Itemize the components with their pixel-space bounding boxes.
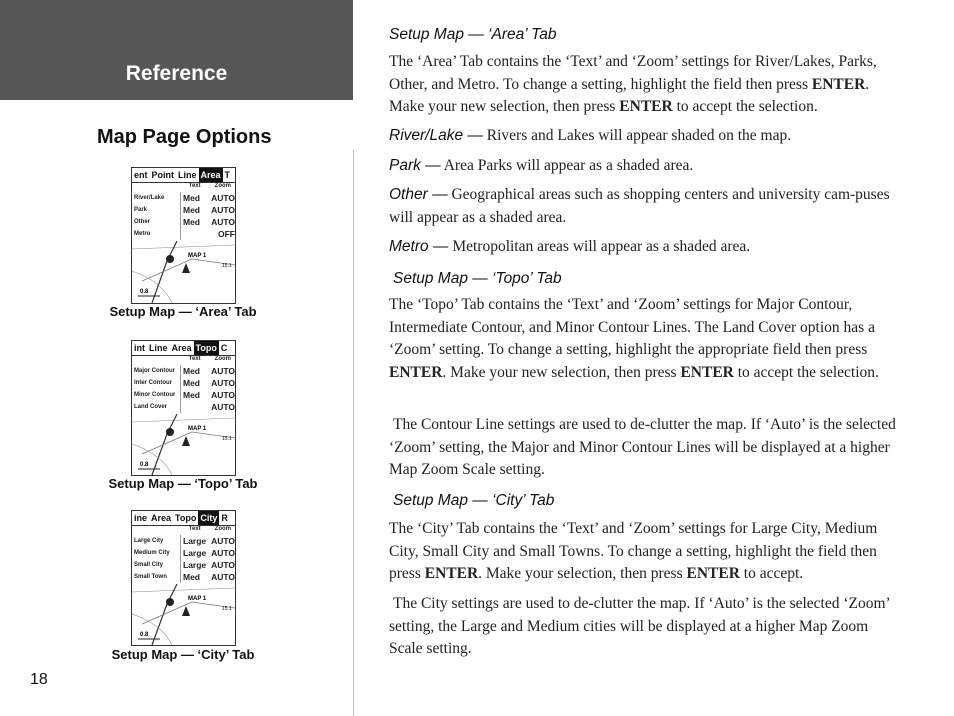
gps-tabs <box>132 341 235 356</box>
setting-row <box>132 389 235 401</box>
setting-row <box>132 204 235 216</box>
def-river-lake <box>389 125 899 148</box>
section-title: Map Page Options <box>97 126 272 148</box>
distance-label: 0.8 <box>140 632 149 638</box>
heading-area <box>389 24 899 47</box>
paragraph-city <box>389 518 899 586</box>
enter-key: ENTER <box>619 98 673 115</box>
setting-row <box>132 401 235 413</box>
gps-tab-selected: Topo <box>195 343 217 353</box>
term: Metro — <box>389 238 449 255</box>
column-divider <box>353 150 354 716</box>
waypoint-icon <box>166 428 174 436</box>
text-value: Med <box>183 193 200 203</box>
paragraph-city-2: The City settings are used to de-clutter the map. If ‘Auto’ is the selected ‘Zoom’ setting, the Large and Medium cities will be displayed at a higher Map Zoom Scale setting. <box>389 595 890 657</box>
text-value: Large <box>183 548 207 558</box>
definition: Metropolitan areas will appear as a shaded area. <box>448 238 751 255</box>
gps-tab-selected: Area <box>200 170 221 180</box>
zoom-value: AUTO <box>211 390 235 400</box>
screenshot-caption: Setup Map — ‘City’ Tab <box>111 647 255 662</box>
enter-key: ENTER <box>811 75 866 93</box>
term: Park — <box>389 157 441 174</box>
zoom-value: AUTO <box>211 217 235 227</box>
map-preview <box>132 241 235 303</box>
setting-label: Park <box>132 204 181 216</box>
setting-label: Small Town <box>132 571 181 583</box>
heading-city <box>393 490 903 513</box>
gps-tab: T <box>224 170 231 180</box>
setting-label: Large City <box>132 535 181 547</box>
text: . Make your new selection, then press <box>389 75 870 115</box>
paragraph-topo <box>389 294 899 384</box>
col-text: Text <box>188 183 201 189</box>
definition: Rivers and Lakes will appear shaded on the map. <box>482 127 792 144</box>
heading-city-text: Setup Map — ‘City’ Tab <box>393 492 555 509</box>
zoom-value: AUTO <box>211 366 235 376</box>
gps-tab: Area <box>171 343 192 353</box>
zoom-value: AUTO <box>211 378 235 388</box>
enter-key: ENTER <box>680 363 734 381</box>
waypoint-icon <box>166 255 174 263</box>
setting-row <box>132 535 235 547</box>
zoom-value: AUTO <box>211 205 235 215</box>
text: The ‘Topo’ Tab contains the ‘Text’ and ‘Zoom’ settings for Major Contour, Intermediate Contour, and Minor Contour Lines. The Land Cover option has a ‘Zoom’ setting. To change a setting, highlight the appropriate field then press <box>389 296 875 358</box>
text: . Make your selection, then press <box>478 565 687 582</box>
def-other <box>389 184 899 229</box>
gps-tab: Line <box>178 170 197 180</box>
scale-label: 15.1 <box>222 436 232 442</box>
gps-tab: ine <box>134 513 148 523</box>
zoom-value: AUTO <box>211 572 235 582</box>
gps-tab-selected: City <box>200 513 218 523</box>
gps-tabs <box>132 168 235 183</box>
scale-label: 15.1 <box>222 606 232 612</box>
map-preview <box>132 584 235 645</box>
enter-key: ENTER <box>424 565 479 582</box>
gps-screen-area <box>131 167 236 304</box>
setting-row <box>132 559 235 571</box>
gps-screen-topo <box>131 340 236 476</box>
setting-label: Major Contour <box>132 365 181 377</box>
setting-row <box>132 547 235 559</box>
text: The ‘Area’ Tab contains the ‘Text’ and ‘Zoom’ settings for River/Lakes, Parks, Other, and Metro. To change a setting, highlight the field then press <box>389 53 877 93</box>
setting-label: Land Cover <box>132 401 181 413</box>
scale-label: 15.1 <box>222 263 232 269</box>
text-value: Large <box>183 536 207 546</box>
position-arrow-icon <box>182 606 190 616</box>
setting-label: Inter Contour <box>132 377 181 389</box>
text: to accept. <box>739 565 804 582</box>
enter-key: ENTER <box>389 363 443 381</box>
text: The ‘City’ Tab contains the ‘Text’ and ‘Zoom’ settings for Large City, Medium City, Small City and Small Towns. To change a setting, highlight the field then press <box>389 520 878 582</box>
text-value: Med <box>183 378 200 388</box>
paragraph-topo-2: The Contour Line settings are used to de-clutter the map. If ‘Auto’ is the selected ‘Zoom’ setting, the Major and Minor Contour Lines will be displayed at a higher Map Zoom Scale setting. <box>389 416 896 478</box>
paragraph-area <box>389 51 899 119</box>
def-metro <box>389 236 899 259</box>
text: to accept the selection. <box>733 363 879 381</box>
setting-row <box>132 228 235 240</box>
map-label: MAP 1 <box>188 253 207 259</box>
col-text: Text <box>188 526 201 532</box>
text-value: Med <box>183 205 200 215</box>
text-value: Med <box>183 390 200 400</box>
col-zoom: Zoom <box>214 526 231 532</box>
position-arrow-icon <box>182 263 190 273</box>
text-value: Med <box>183 572 200 582</box>
setting-label: Minor Contour <box>132 389 181 401</box>
setting-row <box>132 192 235 204</box>
text: . Make your new selection, then press <box>442 363 681 381</box>
enter-key: ENTER <box>686 565 740 582</box>
setting-label: Other <box>132 216 181 228</box>
definition: Geographical areas such as shopping centers and university cam-puses will appear as a shaded area. <box>389 186 890 226</box>
distance-label: 0.8 <box>140 289 149 295</box>
heading-area-text: Setup Map — ‘Area’ Tab <box>389 26 557 43</box>
zoom-value: AUTO <box>211 560 235 570</box>
gps-tab: C <box>220 343 228 353</box>
col-text: Text <box>188 356 201 362</box>
gps-tab: ent <box>134 170 148 180</box>
zoom-value: AUTO <box>211 536 235 546</box>
gps-tab: Line <box>149 343 168 353</box>
setting-row <box>132 365 235 377</box>
zoom-value: AUTO <box>211 193 235 203</box>
setting-label: Small City <box>132 559 181 571</box>
term: River/Lake — <box>389 127 483 144</box>
term: Other — <box>389 186 448 203</box>
screenshot-caption: Setup Map — ‘Area’ Tab <box>109 304 257 319</box>
gps-tabs <box>132 511 235 526</box>
setting-label: Medium City <box>132 547 181 559</box>
zoom-value: AUTO <box>211 548 235 558</box>
definition: Area Parks will appear as a shaded area. <box>440 157 694 174</box>
setting-label: Metro <box>132 228 181 240</box>
position-arrow-icon <box>182 436 190 446</box>
text-value: Med <box>183 366 200 376</box>
map-preview <box>132 414 235 475</box>
setting-row <box>132 377 235 389</box>
zoom-value: AUTO <box>211 402 235 412</box>
page-number: 18 <box>30 671 48 688</box>
col-zoom: Zoom <box>214 183 231 189</box>
gps-tab: int <box>134 343 145 353</box>
map-label: MAP 1 <box>188 596 207 602</box>
gps-screen-city <box>131 510 236 646</box>
heading-topo <box>393 268 903 291</box>
screenshot-caption: Setup Map — ‘Topo’ Tab <box>108 476 258 491</box>
text: to accept the selection. <box>672 98 818 115</box>
setting-row <box>132 216 235 228</box>
gps-tab: Area <box>151 513 172 523</box>
gps-tab: Topo <box>175 513 197 523</box>
gps-tab: Point <box>151 170 174 180</box>
col-zoom: Zoom <box>214 356 231 362</box>
distance-label: 0.8 <box>140 462 149 468</box>
zoom-value: OFF <box>218 229 235 239</box>
text-value: Large <box>183 560 207 570</box>
def-park <box>389 155 899 178</box>
waypoint-icon <box>166 598 174 606</box>
heading-topo-text: Setup Map — ‘Topo’ Tab <box>393 270 562 287</box>
map-label: MAP 1 <box>188 426 207 432</box>
setting-label: River/Lake <box>132 192 181 204</box>
header-title: Reference <box>125 62 228 85</box>
setting-row <box>132 571 235 583</box>
header-bar <box>0 0 353 100</box>
text-value: Med <box>183 217 200 227</box>
gps-tab: R <box>221 513 228 523</box>
